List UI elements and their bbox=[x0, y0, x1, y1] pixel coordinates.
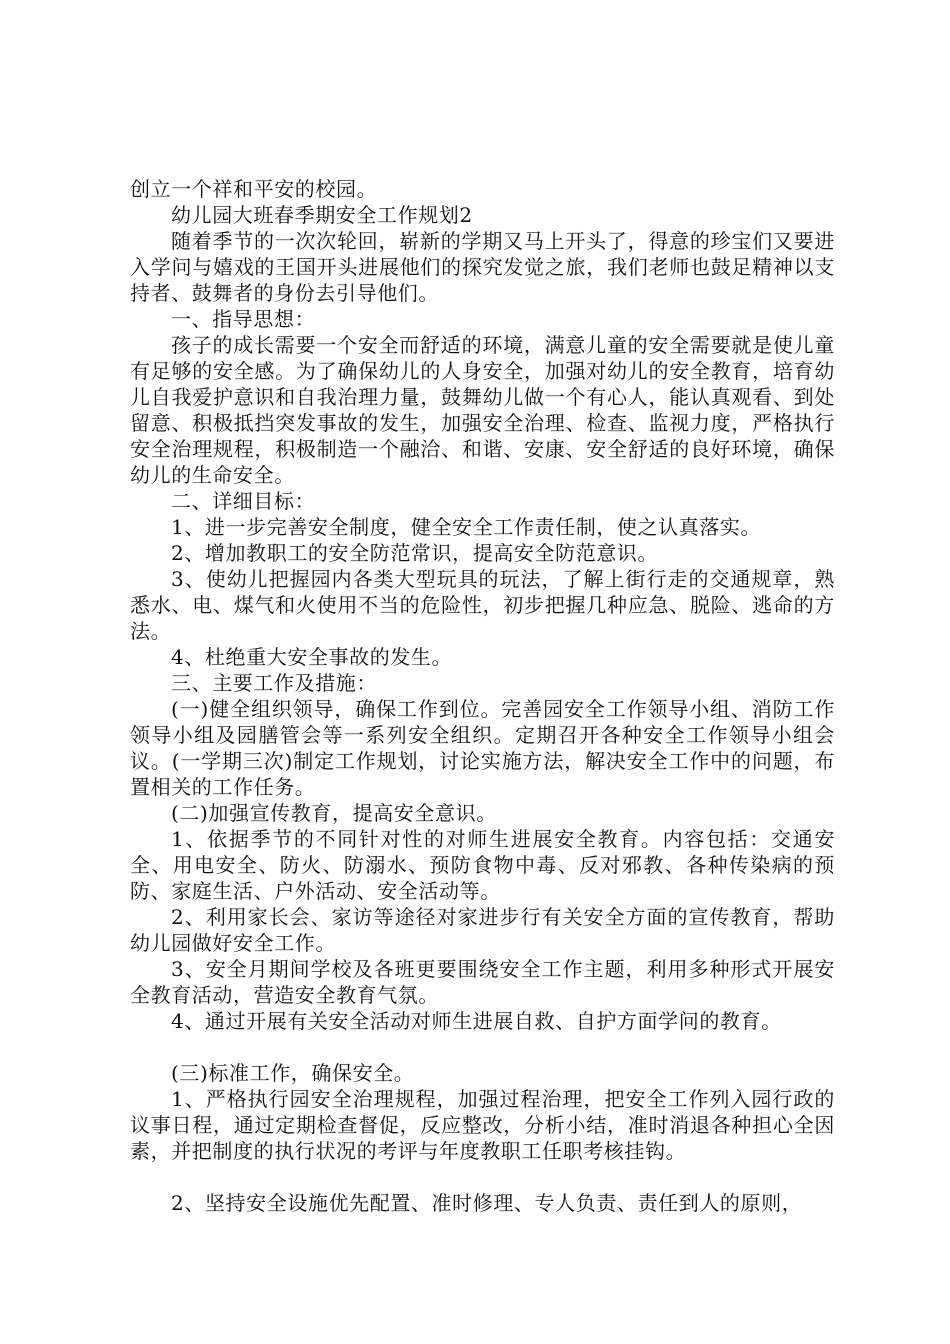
section-title: 幼儿园大班春季期安全工作规划2 bbox=[171, 203, 473, 227]
heading-detailed-goals: 二、详细目标： bbox=[171, 489, 316, 513]
goal-item-4: 4、杜绝重大安全事故的发生。 bbox=[171, 645, 453, 669]
publicity-item-3: 3、安全月期间学校及各班更要围绕安全工作主题，利用多种形式开展安全教育活动，营造安全教育气氛。 bbox=[130, 957, 835, 1007]
publicity-item-1: 1、依据季节的不同针对性的对师生进展安全教育。内容包括：交通安全、用电安全、防火、防溺水、预防食物中毒、反对邪教、各种传染病的预防、家庭生活、户外活动、安全活动等。 bbox=[130, 827, 835, 903]
paragraph-intro: 随着季节的一次次轮回，崭新的学期又马上开头了，得意的珍宝们又要进入学问与嬉戏的王国开头进展他们的探究发觉之旅，我们老师也鼓足精神以支持者、鼓舞者的身份去引导他们。 bbox=[130, 229, 835, 305]
goal-item-1: 1、进一步完善安全制度，健全安全工作责任制，使之认真落实。 bbox=[171, 515, 762, 539]
publicity-item-4: 4、通过开展有关安全活动对师生进展自救、自护方面学问的教育。 bbox=[171, 1009, 782, 1033]
standard-item-1: 1、严格执行园安全治理规程，加强过程治理，把安全工作列入园行政的议事日程，通过定期检查督促，反应整改，分析小结，准时消退各种担心全因素，并把制度的执行状况的考评与年度教职工任职考核挂钩。 bbox=[130, 1087, 835, 1163]
subheading-standard-work: (三)标准工作，确保安全。 bbox=[171, 1061, 415, 1085]
heading-main-work: 三、主要工作及措施： bbox=[171, 671, 377, 695]
subheading-publicity: (二)加强宣传教育，提高安全意识。 bbox=[171, 801, 497, 825]
heading-guiding-ideology: 一、指导思想： bbox=[171, 307, 316, 331]
paragraph-organization: (一)健全组织领导，确保工作到位。完善园安全工作领导小组、消防工作领导小组及园膳管会等一系列安全组织。定期召开各种安全工作领导小组会议。(一学期三次)制定工作规划，讨论实施方法，解决安全工作中的问题，布置相关的工作任务。 bbox=[130, 697, 835, 799]
document-body bbox=[130, 176, 835, 1216]
paragraph-guiding-ideology: 孩子的成长需要一个安全而舒适的环境，满意儿童的安全需要就是使儿童有足够的安全感。为了确保幼儿的人身安全，加强对幼儿的安全教育，培育幼儿自我爱护意识和自我治理力量，鼓舞幼儿做一个有心人，能认真观看、到处留意、积极抵挡突发事故的发生，加强安全治理、检查、监视力度，严格执行安全治理规程，积极制造一个融洽、和谐、安康、安全舒适的良好环境，确保幼儿的生命安全。 bbox=[130, 333, 835, 487]
goal-item-2: 2、增加教职工的安全防范常识，提高安全防范意识。 bbox=[171, 541, 659, 565]
standard-item-2: 2、坚持安全设施优先配置、准时修理、专人负责、责任到人的原则， bbox=[171, 1191, 803, 1215]
publicity-item-2: 2、利用家长会、家访等途径对家进步行有关安全方面的宣传教育，帮助幼儿园做好安全工作。 bbox=[130, 905, 835, 955]
goal-item-3: 3、使幼儿把握园内各类大型玩具的玩法，了解上街行走的交通规章，熟悉水、电、煤气和火使用不当的危险性，初步把握几种应急、脱险、逃命的方法。 bbox=[130, 567, 835, 643]
paragraph-closing-line: 创立一个祥和平安的校园。 bbox=[130, 177, 378, 201]
